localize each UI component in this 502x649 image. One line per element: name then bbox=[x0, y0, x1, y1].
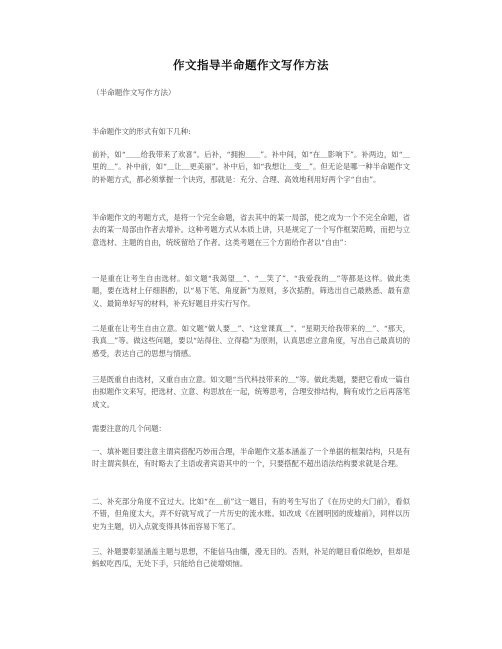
document-subtitle: （半命题作文写作方法） bbox=[92, 88, 176, 97]
paragraph-free-both: 三是既重自由选材，又重自由立意。如文题“当代科技带来的＿”等。做此类题，要把它看成一篇自由拟题作文来写，把选材、立意、构思放在一起，统筹思考，合理安排结构，胸有成竹之后再落笔成文。 bbox=[92, 375, 410, 409]
paragraph-notes-heading: 需要注意的几个问题： bbox=[92, 424, 166, 433]
paragraph-question-format: 半命题作文的考题方式，是将一个完全命题，省去其中的某一局部，使之成为一个不完全命题，省去的某一局部由作者去增补。这种考题方式从本质上讲，只是规定了一个写作框架范畴，而把与立意选材、主题的自由，统统留给了作者。这类考题在三个方面给作者以“自由”： bbox=[92, 213, 410, 247]
paragraph-note-three: 三、补题要彰显涵盖主题与思想，不能信马由缰，漫无目的。否则，补足的题目看似绝妙，但却是蚂蚁吃西瓜，无处下手，只能给自己徒增烦恼。 bbox=[92, 547, 410, 569]
document-title: 作文指导半命题作文写作方法 bbox=[173, 58, 329, 72]
paragraph-note-one: 一、填补题目要注意主谓宾搭配巧妙而合理，半命题作文基本涵盖了一个单据的框架结构，只是有时主谓宾俱在，有时略去了主语或者宾语其中的一个，只要搭配不超出语法结构要求就是合理。 bbox=[92, 447, 410, 469]
paragraph-free-theme: 二是重在让考生自由立意。如文题“做人要＿”、“这堂课真＿”、“星期天给我带来的＿”、“那天，我真＿”等。做这些问题，要以“站得住、立得稳”为原则，认真思虑立意角度，写出自己最真切的感受，表达自己的思想与情感。 bbox=[92, 324, 410, 358]
paragraph-forms-intro: 半命题作文的形式有如下几种: bbox=[92, 127, 191, 136]
paragraph-fill-methods: 前补，如“＿＿给我带来了欢喜”。后补，“拥抱＿＿”。补中间，如“在＿影响下”。补两边，如“＿里的＿”。补中前，如“＿让＿更美丽”。补中后，如“我想让＿变＿”。但无论是哪一种半命题作文的补题方式，都必须掌握一个诀窍，那就是：充分、合理、高效地利用好两个字“自由”。 bbox=[92, 150, 410, 184]
paragraph-free-material: 一是重在让考生自由选材。如文题“我渴望＿”、“＿笑了”、“我爱我的＿”等都是这样。做此类题，要在选材上仔细斟酌，以“易下笔、角度新”为原则，多次掂酌，筛选出自己最熟悉、最有意义、最简单好写的材料，补充好题目并实行写作。 bbox=[92, 274, 410, 308]
paragraph-note-two: 二、补充部分角度不宜过大。比如“在＿前”这一题目，有的考生写出了《在历史的大门前》，看似不错，但角度太大，弄不好就写成了一片历史的流水账。如改成《在圆明园的废墟前》，同样以历史为主题，切入点就变得具体而容易下笔了。 bbox=[92, 497, 410, 531]
